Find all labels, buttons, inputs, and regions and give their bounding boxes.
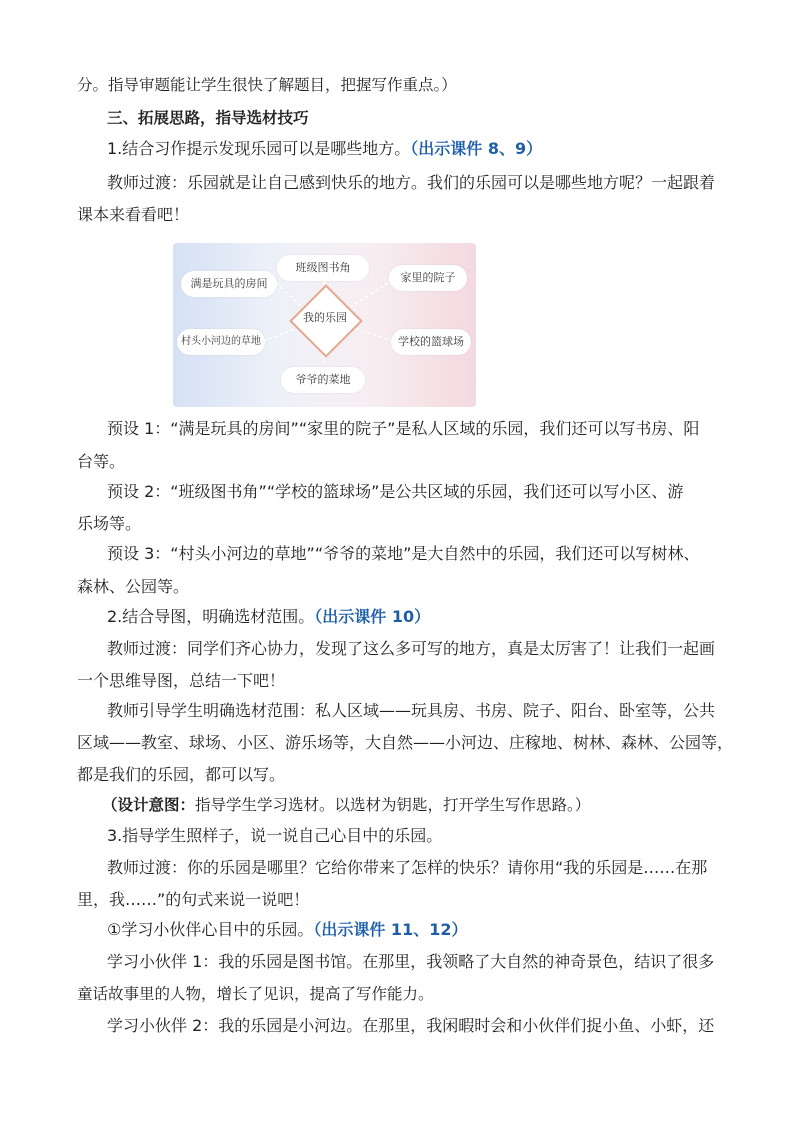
courseware-ref: （出示课件 11、12） <box>313 920 468 939</box>
text-line: 乐场等。 <box>77 514 142 533</box>
mind-map-figure <box>173 243 476 407</box>
text-line: 教师过渡：同学们齐心协力，发现了这么多可写的地方，真是太厉害了！让我们一起画 <box>107 639 716 658</box>
text-line: 童话故事里的人物，增长了见识，提高了写作能力。 <box>77 985 434 1003</box>
step-title: ①学习小伙伴心目中的乐园。 <box>107 920 314 939</box>
courseware-ref: （出示课件 8、9） <box>410 139 543 158</box>
node-river-grass: 村头小河边的草地 <box>177 329 265 355</box>
text-line: 预设 1：“满是玩具的房间”“家里的院子”是私人区域的乐园，我们还可以写书房、阳 <box>107 419 700 438</box>
text-line: 都是我们的乐园，都可以写。 <box>77 765 286 784</box>
step-title: 1.结合习作提示发现乐园可以是哪些地方。 <box>107 139 411 158</box>
text-line <box>107 919 757 941</box>
node-toy-room: 满是玩具的房间 <box>181 271 277 297</box>
text-line: 课本来看看吧！ <box>77 205 190 224</box>
design-intent <box>102 794 752 816</box>
text-line: 里，我……”的句式来说一说吧！ <box>77 890 310 909</box>
node-yard: 家里的院子 <box>389 265 467 291</box>
text-line: 教师过渡：乐园就是让自己感到快乐的地方。我们的乐园可以是哪些地方呢？一起跟着 <box>107 173 716 192</box>
text-line: 一个思维导图，总结一下吧！ <box>77 671 286 690</box>
design-intent-text: 指导学生学习选材。以选材为钥匙，打开学生写作思路。） <box>195 796 591 814</box>
node-basketball: 学校的篮球场 <box>391 329 471 355</box>
text-line: 教师过渡：你的乐园是哪里？它给你带来了怎样的快乐？请你用“我的乐园是……在那 <box>107 858 708 877</box>
text-line: 预设 3：“村头小河边的草地”“爷爷的菜地”是大自然中的乐园，我们还可以写树林、 <box>107 544 700 563</box>
text-line: 预设 2：“班级图书角”“学校的篮球场”是公共区域的乐园，我们还可以写小区、游 <box>107 482 684 501</box>
step-title: 2.结合导图，明确选材范围。 <box>107 607 315 626</box>
node-reading-corner: 班级图书角 <box>277 255 369 281</box>
text-line <box>107 951 757 973</box>
text-line <box>107 606 757 628</box>
courseware-ref: （出示课件 10） <box>314 607 431 626</box>
design-intent-label: （设计意图： <box>102 795 196 814</box>
section-heading: 三、拓展思路，指导选材技巧 <box>107 108 309 127</box>
text-line <box>107 138 757 160</box>
text-line: 分。指导审题能让学生很快了解题目，把握写作重点。） <box>77 76 457 94</box>
text-line: 3.指导学生照样子，说一说自己心目中的乐园。 <box>107 826 443 845</box>
text-line: 台等。 <box>77 452 126 471</box>
text-line: 森林、公园等。 <box>77 577 190 596</box>
text-line: 教师引导学生明确选材范围：私人区域——玩具房、书房、院子、阳台、卧室等，公共 <box>107 701 716 720</box>
text-line: 区域——教室、球场、小区、游乐场等，大自然——小河边、庄稼地、树林、森林、公园等， <box>77 733 734 752</box>
center-label: 我的乐园 <box>303 311 347 324</box>
text-line: 学习小伙伴 2：我的乐园是小河边。在那里，我闲暇时会和小伙伴们捉小鱼、小虾，还 <box>107 1016 715 1035</box>
partner-label: 学习小伙伴 1：我的乐园是图书馆。在那里，我领略了大自然的神奇景色，结识了很多 <box>107 952 715 971</box>
node-vegetable-field: 爷爷的菜地 <box>281 367 365 393</box>
